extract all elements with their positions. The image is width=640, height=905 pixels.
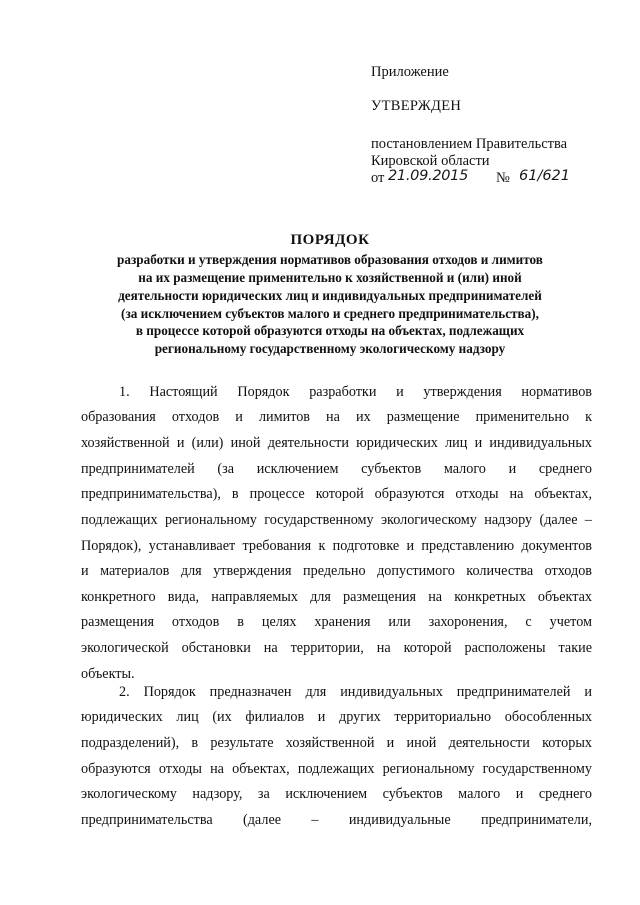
text-line: хозяйственной и (или) иной деятельности юридических лиц и индивидуальных: [81, 435, 592, 451]
text-line: предпринимателей (за исключением субъектов малого и среднего: [81, 461, 592, 477]
text-line: образования отходов и лимитов на их размещение применительно к: [81, 409, 592, 425]
text-line: 2. Порядок предназначен для индивидуальных предпринимателей и: [119, 684, 592, 700]
approved-label: УТВЕРЖДЕН: [371, 98, 462, 114]
text-line: размещения отходов в целях хранения или захоронения, с учетом: [81, 614, 592, 630]
title-line: в процессе которой образуются отходы на объектах, подлежащих: [135, 323, 525, 338]
text-line: экологическому надзору, за исключением субъектов малого и среднего: [81, 786, 592, 802]
date-prefix: от: [371, 170, 385, 186]
text-line: образуются отходы на объектах, подлежащих региональному государственному: [81, 761, 592, 777]
decree-line-2: Кировской области: [371, 153, 490, 169]
text-line: предпринимательства (далее – индивидуальные предприниматели,: [81, 812, 592, 828]
title-line: на их размещение применительно к хозяйственной и (или) иной: [138, 270, 522, 285]
text-line: экологической обстановки на территории, на которой расположены такие: [81, 640, 592, 656]
title-line: разработки и утверждения нормативов образования отходов и лимитов: [117, 252, 543, 267]
handwritten-date: 21.09.2015: [388, 168, 469, 184]
decree-date-number: [371, 168, 621, 190]
handwritten-number: 61/621: [519, 168, 571, 184]
appendix-label: Приложение: [371, 64, 449, 80]
number-sign: №: [496, 170, 510, 186]
title-line: региональному государственному экологическому надзору: [154, 341, 506, 356]
text-line: объекты.: [81, 666, 135, 682]
title-heading: ПОРЯДОК: [290, 232, 370, 248]
text-line: конкретного вида, направляемых для размещения на конкретных объектах: [81, 589, 592, 605]
text-line: юридических лиц (их филиалов и других территориально обособленных: [81, 709, 592, 725]
text-line: подразделений), в результате хозяйственной и иной деятельности которых: [81, 735, 592, 751]
text-line: 1. Настоящий Порядок разработки и утверждения нормативов: [119, 384, 592, 400]
decree-line-1: постановлением Правительства: [371, 136, 568, 152]
text-line: предпринимательства), в процессе которой образуются отходы на объектах,: [81, 486, 592, 502]
text-line: подлежащих региональному государственному экологическому надзору (далее –: [81, 512, 592, 528]
title-line: (за исключением субъектов малого и среднего предпринимательства),: [121, 306, 539, 321]
text-line: Порядок), устанавливает требования к подготовке и представлению документов: [81, 538, 592, 554]
title-line: деятельности юридических лиц и индивидуальных предпринимателей: [118, 288, 542, 303]
text-line: и материалов для утверждения предельно допустимого количества отходов: [81, 563, 592, 579]
